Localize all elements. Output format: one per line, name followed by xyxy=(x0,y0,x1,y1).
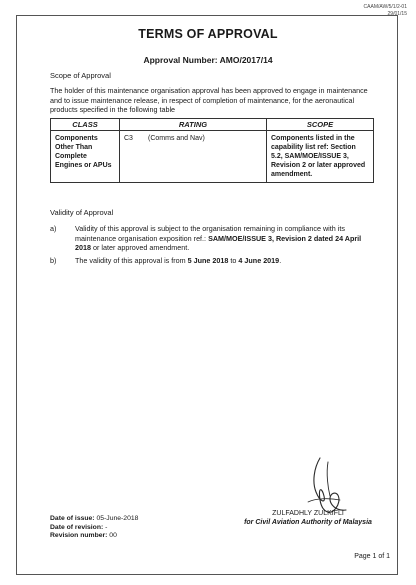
validity-b-connector: to xyxy=(228,256,239,265)
validity-end-date: 4 June 2019 xyxy=(238,256,280,265)
rating-cell xyxy=(120,131,267,183)
validity-start-date: 5 June 2018 xyxy=(187,256,229,265)
scope-text: The holder of this maintenance organisation approval has been approved to engage in maintenance and to issue maintenance release, in respect of completion of maintenance, for the aeronautical products specified in the following table xyxy=(50,86,368,114)
table-header-row xyxy=(51,119,374,131)
class-cell: Components Other Than Complete Engines or APUs xyxy=(51,131,120,183)
column-header-rating: RATING xyxy=(120,119,267,131)
revision-number-value: 00 xyxy=(109,532,117,540)
validity-a-closing: or later approved amendment. xyxy=(91,243,190,252)
approval-table xyxy=(50,118,374,183)
scope-cell: Components listed in the capability list ref: Section 5.2, SAM/MOE/ISSUE 3, Revision 2 or later approved amendment. xyxy=(267,131,374,183)
validity-item-a xyxy=(50,224,370,254)
issue-date-label: Date of issue: xyxy=(50,515,95,522)
revision-number-line xyxy=(50,532,138,541)
signatory-name: ZULFADHLY ZULKIFLI xyxy=(272,510,344,517)
scope-heading: Scope of Approval xyxy=(50,71,111,80)
approval-number: Approval Number: AMO/2017/14 xyxy=(143,55,273,65)
validity-item-b-text xyxy=(75,256,370,266)
validity-b-intro: The validity of this approval is from xyxy=(75,256,188,265)
revision-date-value: - xyxy=(105,523,108,531)
column-header-scope: SCOPE xyxy=(267,119,374,131)
validity-item-a-label: a) xyxy=(50,224,57,233)
revision-date-label: Date of revision: xyxy=(50,523,104,531)
validity-item-b xyxy=(50,256,370,268)
page-number: Page 1 of 1 xyxy=(354,553,390,560)
reference-code: CAAM/AW/5/1/2-01 xyxy=(363,4,407,10)
validity-b-closing: . xyxy=(279,256,282,265)
issue-date-value: 05-June-2018 xyxy=(96,515,139,522)
column-header-class: CLASS xyxy=(51,119,120,131)
issue-details xyxy=(50,515,138,541)
revision-number-label: Revision number: xyxy=(50,532,108,540)
moe-reference: SAM/MOE/ISSUE 3, Revision 2 dated 24 April 2018 xyxy=(75,233,362,252)
reference-date: 29/01/15 xyxy=(387,11,407,17)
validity-a-intro: Validity of this approval is subject to the organisation remaining in compliance with its maintenance organisation exposition ref.: xyxy=(75,224,345,243)
validity-item-b-label: b) xyxy=(50,256,57,265)
validity-item-a-text xyxy=(75,224,370,253)
signatory-block xyxy=(228,509,388,527)
validity-heading: Validity of Approval xyxy=(50,208,114,217)
rating-description: (Comms and Nav) xyxy=(148,135,205,142)
signatory-authority: for Civil Aviation Authority of Malaysia xyxy=(244,519,372,526)
rating-code: C3 xyxy=(124,135,133,142)
revision-date-line xyxy=(50,524,138,533)
issue-date-line xyxy=(50,515,138,524)
page-title: TERMS OF APPROVAL xyxy=(138,27,278,41)
table-row xyxy=(51,131,374,183)
